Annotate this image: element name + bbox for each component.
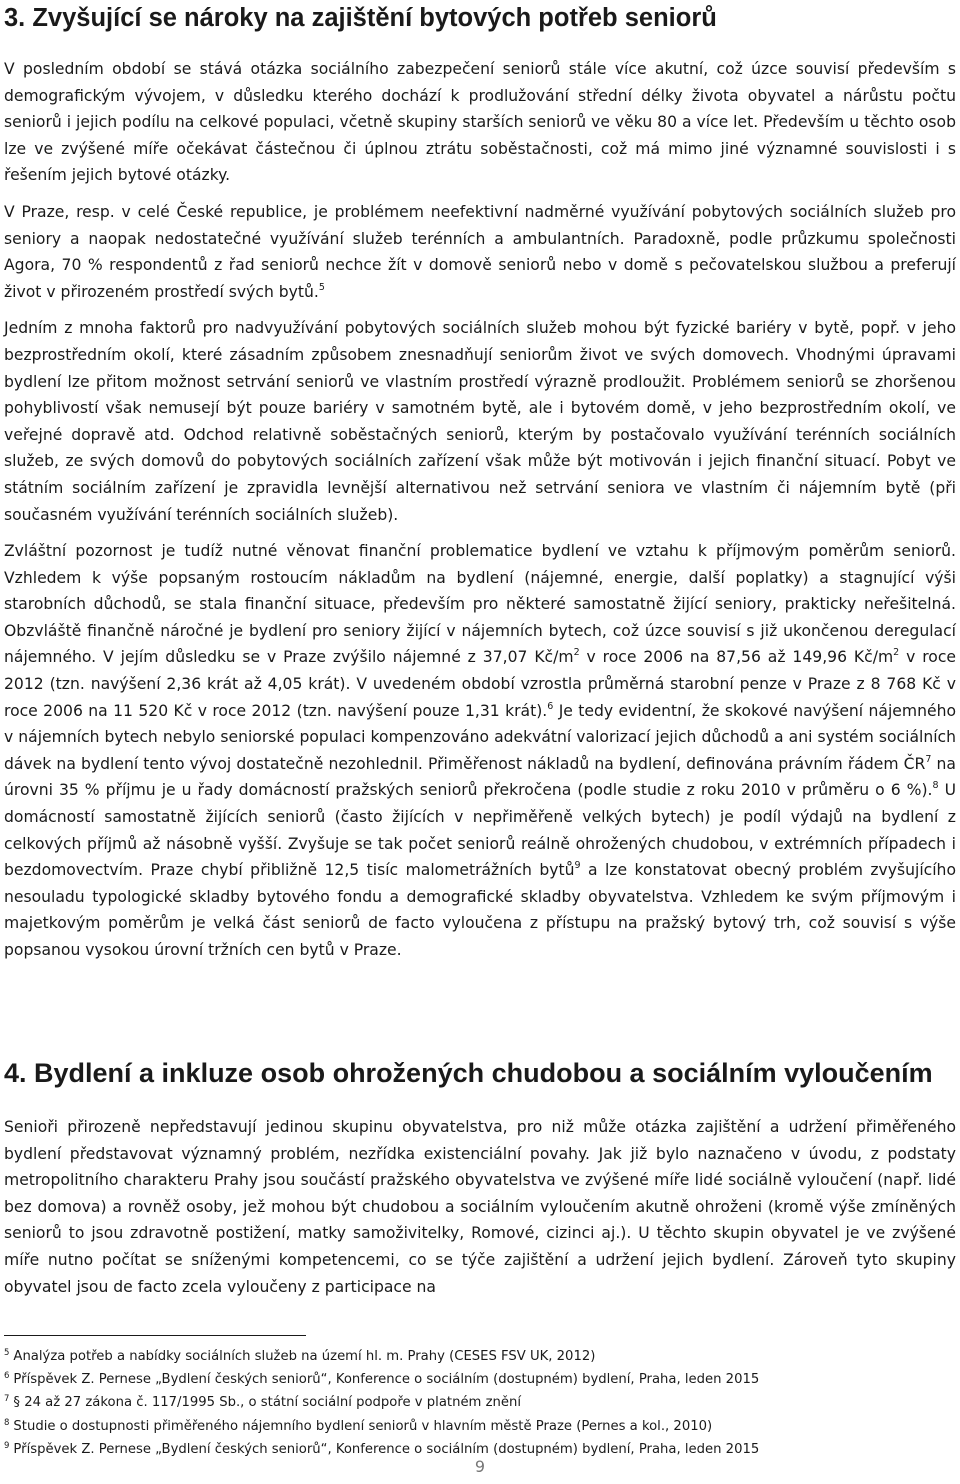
footnote-ref: 6 bbox=[547, 700, 554, 712]
footnotes bbox=[4, 1345, 956, 1461]
paragraph-text: Zvláštní pozornost je tudíž nutné věnovat finanční problematice bydlení ve vztahu k příjmovým poměrům seniorů. Vzhledem k výše popsaným rostoucím nákladům na bydlení (nájemné, energie, další poplatky) a stagnující výši starobních důchodů, se stala finanční situace, především pro některé samostatně žijící seniory, prakticky neřešitelná. Obzvláště finančně náročné je bydlení pro seniory žijící v nájemních bytech, což úzce souvisí s již ukončenou deregulací nájemného. V jejím důsledku se v Praze zvýšilo nájemné z 37,07 Kč/m bbox=[4, 542, 956, 667]
footnote-6 bbox=[4, 1368, 956, 1391]
footnote-text: Analýza potřeb a nabídky sociálních služeb na území hl. m. Prahy (CESES FSV UK, 2012) bbox=[13, 1349, 596, 1364]
paragraph-text: V posledním období se stává otázka sociálního zabezpečení seniorů stále více akutní, což úzce souvisí především s demografickým vývojem, v důsledku kterého dochází k prodlužování střední délky života obyvatel a nárůstu počtu seniorů i jejich podílu na celkové populaci, včetně skupiny starších seniorů ve věku 80 a více let. Především u těchto osob lze ve zvýšené míře očekávat částečnou či úplnou ztrátu soběstačnosti, což má mimo jiné významné souvislosti i s řešením jejich bytové otázky. bbox=[4, 60, 956, 185]
footnote-number: 5 bbox=[4, 1348, 10, 1358]
section-4-paragraph-1 bbox=[4, 1114, 956, 1300]
section-4-heading: 4. Bydlení a inkluze osob ohrožených chudobou a sociálním vyloučením bbox=[4, 1058, 933, 1088]
section-3-heading: 3. Zvyšující se nároky na zajištění bytových potřeb seniorů bbox=[4, 4, 717, 32]
section-3-paragraph-2 bbox=[4, 199, 956, 305]
footnote-ref: 9 bbox=[574, 860, 581, 872]
paragraph-text: U domácností samostatně žijících seniorů (často žijících v nepřiměřeně velkých bytech) je podíl výdajů na bydlení z celkových příjmů až násobně vyšší. Zvyšuje se tak počet seniorů reálně ohrožených chudobou, v extrémních případech i bezdomovectvím. Praze chybí přibližně 12,5 tisíc malometrážních bytů bbox=[4, 781, 956, 880]
section-3-paragraph-3 bbox=[4, 315, 956, 528]
footnote-ref: 5 bbox=[318, 281, 325, 293]
footnote-text: Příspěvek Z. Pernese „Bydlení českých seniorů“, Konference o sociálním (dostupném) bydlení, Praha, leden 2015 bbox=[13, 1441, 760, 1457]
footnote-ref: 2 bbox=[573, 647, 580, 659]
section-3-body bbox=[4, 56, 956, 964]
footnote-number: 7 bbox=[4, 1394, 10, 1405]
paragraph-text: v roce 2012 (tzn. navýšení 2,36 krát až 4,05 krát). V uvedeném období vzrostla průměrná starobní penze v Praze z 8 768 Kč v roce 2006 na 11 520 Kč v roce 2012 (tzn. navýšení pouze 1,31 krát). bbox=[4, 648, 956, 720]
footnote-separator bbox=[4, 1335, 306, 1336]
paragraph-text: V Praze, resp. v celé České republice, je problémem neefektivní nadměrné využívání pobytových sociálních služeb pro seniory a naopak nedostatečné využívání služeb terénních a ambulantních. Paradoxně, podle průzkumu společnosti Agora, 70 % respondentů z řad seniorů nechce žít v domově seniorů nebo v domě s pečovatelskou službou a preferují život v přirozeném prostředí svých bytů. bbox=[4, 202, 956, 301]
paragraph-text: a lze konstatovat obecný problém zvyšujícího nesouladu typologické skladby bytového fondu a demografické skladby obyvatelstva. Vzhledem ke svým příjmovým i majetkovým poměrům je velká část seniorů de facto vyloučena z přístupu na pražský bytový trh, což souvisí s výše popsanou vysokou úrovní tržních cen bytů v Praze. bbox=[4, 861, 956, 959]
section-3-paragraph-4 bbox=[4, 538, 956, 964]
footnote-number: 9 bbox=[4, 1440, 10, 1451]
footnote-number: 8 bbox=[4, 1417, 10, 1428]
footnote-text: Příspěvek Z. Pernese „Bydlení českých seniorů“, Konference o sociálním (dostupném) bydlení, Praha, leden 2015 bbox=[13, 1372, 760, 1388]
paragraph-text: Je tedy evidentní, že skokové navýšení nájemného v nájemních bytech nebylo seniorské populaci kompenzováno adekvátní valorizací jejich důchodů a ani systém sociálních dávek na bydlení tento vývoj dostatečně nezohlednil. Přiměřenost nákladů na bydlení, definována právním řádem ČR bbox=[4, 701, 956, 773]
footnote-text: § 24 až 27 zákona č. 117/1995 Sb., o státní sociální podpoře v platném znění bbox=[13, 1395, 522, 1411]
paragraph-text: Jedním z mnoha faktorů pro nadvyužívání pobytových sociálních služeb mohou být fyzické bariéry v bytě, popř. v jeho bezprostředním okolí, které zásadním způsobem znesnadňují seniorům život ve svých domovech. Vhodnými úpravami bydlení lze přitom možnost setrvání seniorů ve vlastním prostředí výrazně prodloužit. Problémem seniorů se zhoršenou pohyblivostí však nemusejí být pouze bariéry v samotném bytě, ale i bytovém domě, v jeho bezprostředním okolí, ve veřejné dopravě atd. Odchod relativně soběstačných seniorů, kterým by postačovalo využívání terénních sociálních služeb, ze svých domovů do pobytových sociálních zařízení však může být motivován i jejich finanční situací. Pobyt ve státním sociálním zařízení je zpravidla levnější alternativou než setrvání seniora ve vlastním či nájemním bytě (při současném využívání terénních sociálních služeb). bbox=[4, 319, 956, 524]
page-number: 9 bbox=[474, 1457, 486, 1476]
footnote-7 bbox=[4, 1391, 956, 1414]
paragraph-text: na úrovni 35 % příjmu je u řady domácností pražských seniorů překročena (podle studie z roku 2010 v průměru o 6 %). bbox=[4, 754, 956, 800]
footnote-8 bbox=[4, 1415, 956, 1438]
footnote-text: Studie o dostupnosti přiměřeného nájemního bydlení seniorů v hlavním městě Praze (Pernes a kol., 2010) bbox=[13, 1418, 713, 1434]
footnote-ref: 2 bbox=[893, 647, 900, 659]
paragraph-text: v roce 2006 na 87,56 až 149,96 Kč/m bbox=[579, 648, 894, 667]
section-4-body bbox=[4, 1114, 956, 1300]
footnote-ref: 7 bbox=[925, 753, 932, 765]
footnote-5 bbox=[4, 1345, 956, 1368]
section-3-paragraph-1 bbox=[4, 56, 956, 189]
footnote-ref: 8 bbox=[932, 780, 939, 792]
paragraph-text: Senioři přirozeně nepředstavují jedinou skupinu obyvatelstva, pro niž může otázka zajištění a udržení přiměřeného bydlení představovat významný problém, nezřídka existenciální povahy. Jak již bylo naznačeno v úvodu, z podstaty metropolitního charakteru Prahy jsou součástí pražského obyvatelstva ve zvýšené míře lidé sociálně vyloučení (např. lidé bez domova) a rovněž osoby, jež mohou být chudobou a sociálním vyloučením akutně ohroženi (kromě výše zmíněných seniorů to jsou zdravotně postižení, matky samoživitelky, Romové, cizinci aj.). U těchto skupin obyvatel je ve zvýšené míře nutno počítat se sníženými kompetencemi, co se týče zajištění a udržení jejich bydlení. Zároveň tyto skupiny obyvatel jsou de facto zcela vyloučeny z participace na bbox=[4, 1118, 956, 1296]
footnote-number: 6 bbox=[4, 1371, 10, 1382]
